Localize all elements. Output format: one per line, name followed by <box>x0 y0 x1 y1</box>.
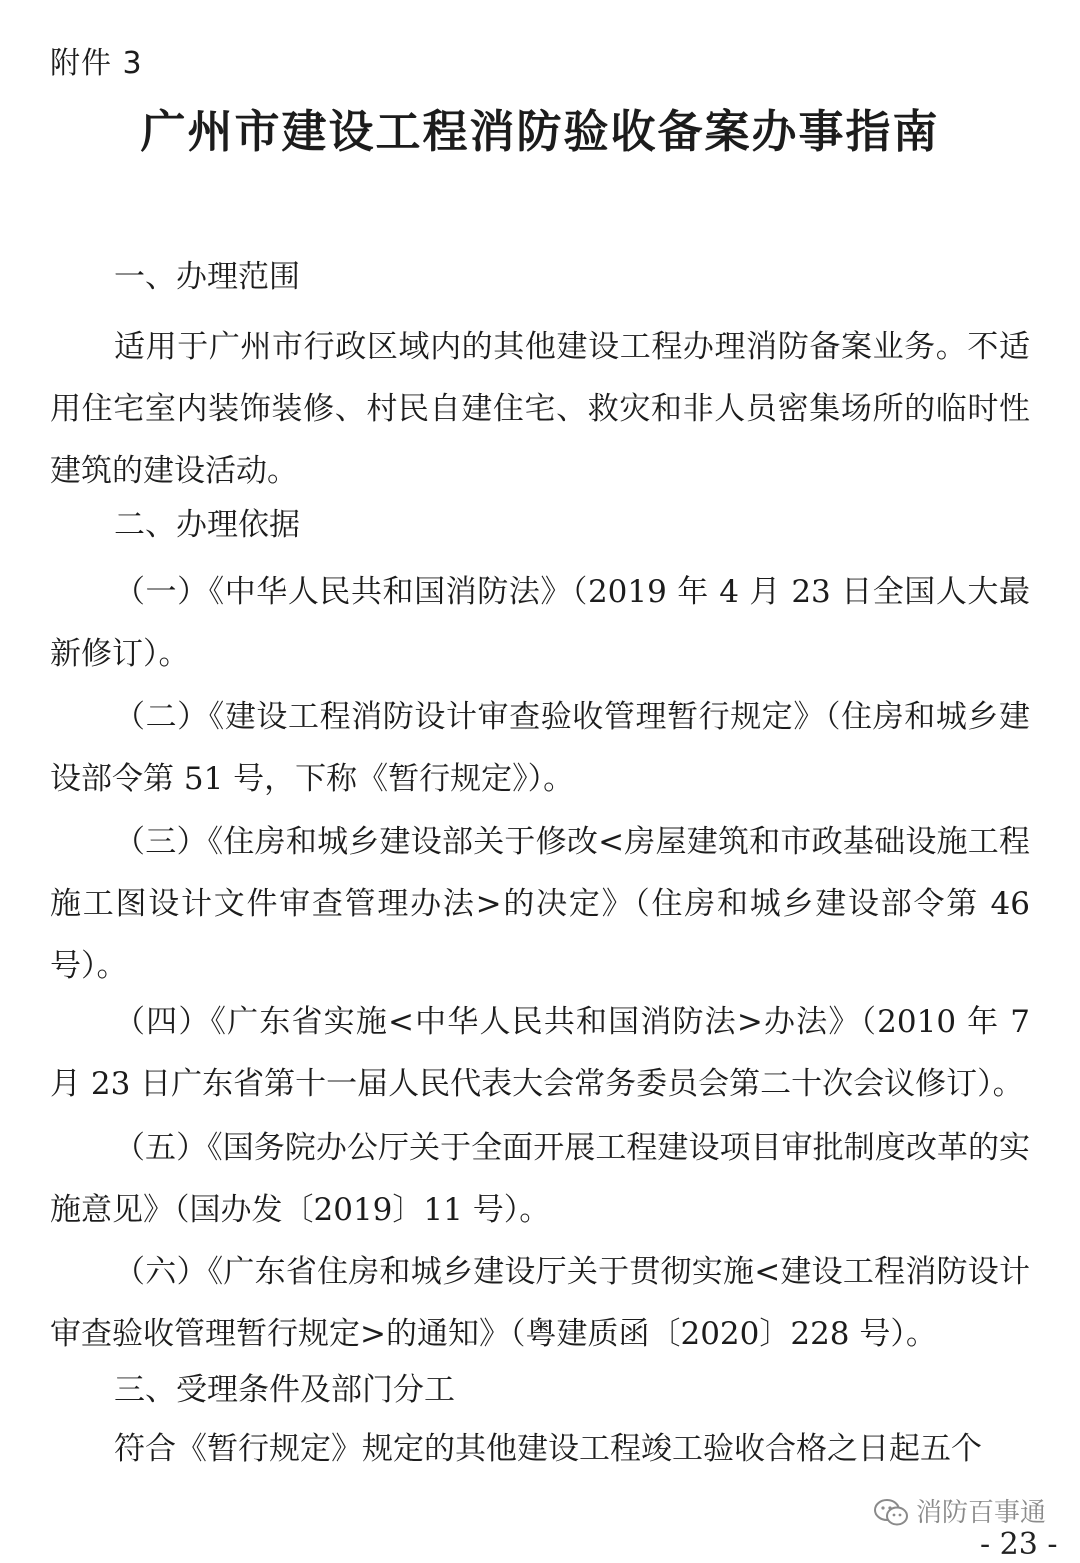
wechat-icon <box>874 1498 908 1528</box>
page-number: - 23 - <box>980 1527 1058 1562</box>
paragraph-basis-2: （二）《建设工程消防设计审查验收管理暂行规定》（住房和城乡建设部令第 51 号，下称《暂行规定》）。 <box>50 699 1030 797</box>
annex-label: 附件 3 <box>50 46 143 81</box>
paragraph-basis-4: （四）《广东省实施<中华人民共和国消防法>办法》（2010 年 7 月 23 日广东省第十一届人民代表大会常务委员会第二十次会议修订）。 <box>50 1004 1030 1102</box>
paragraph-basis-3: （三）《住房和城乡建设部关于修改<房屋建筑和市政基础设施工程施工图设计文件审查管理办法>的决定》（住房和城乡建设部令第 46 号）。 <box>50 824 1030 984</box>
section-heading-conditions: 三、受理条件及部门分工 <box>114 1372 455 1408</box>
document-title: 广州市建设工程消防验收备案办事指南 <box>140 105 940 158</box>
paragraph-basis-1: （一）《中华人民共和国消防法》（2019 年 4 月 23 日全国人大最新修订）。 <box>50 574 1030 672</box>
watermark <box>874 1496 1046 1530</box>
paragraph-scope: 适用于广州市行政区域内的其他建设工程办理消防备案业务。不适用住宅室内装饰装修、村民自建住宅、救灾和非人员密集场所的临时性建筑的建设活动。 <box>50 329 1030 489</box>
paragraph-conditions: 符合《暂行规定》规定的其他建设工程竣工验收合格之日起五个 <box>114 1431 982 1467</box>
paragraph-basis-5: （五）《国务院办公厅关于全面开展工程建设项目审批制度改革的实施意见》（国办发〔2019〕11 号）。 <box>50 1130 1030 1228</box>
section-heading-basis: 二、办理依据 <box>114 507 300 543</box>
paragraph-basis-6: （六）《广东省住房和城乡建设厅关于贯彻实施<建设工程消防设计审查验收管理暂行规定>的通知》（粤建质函〔2020〕228 号）。 <box>50 1254 1030 1352</box>
section-heading-scope: 一、办理范围 <box>114 259 300 295</box>
watermark-text: 消防百事通 <box>915 1498 1046 1528</box>
